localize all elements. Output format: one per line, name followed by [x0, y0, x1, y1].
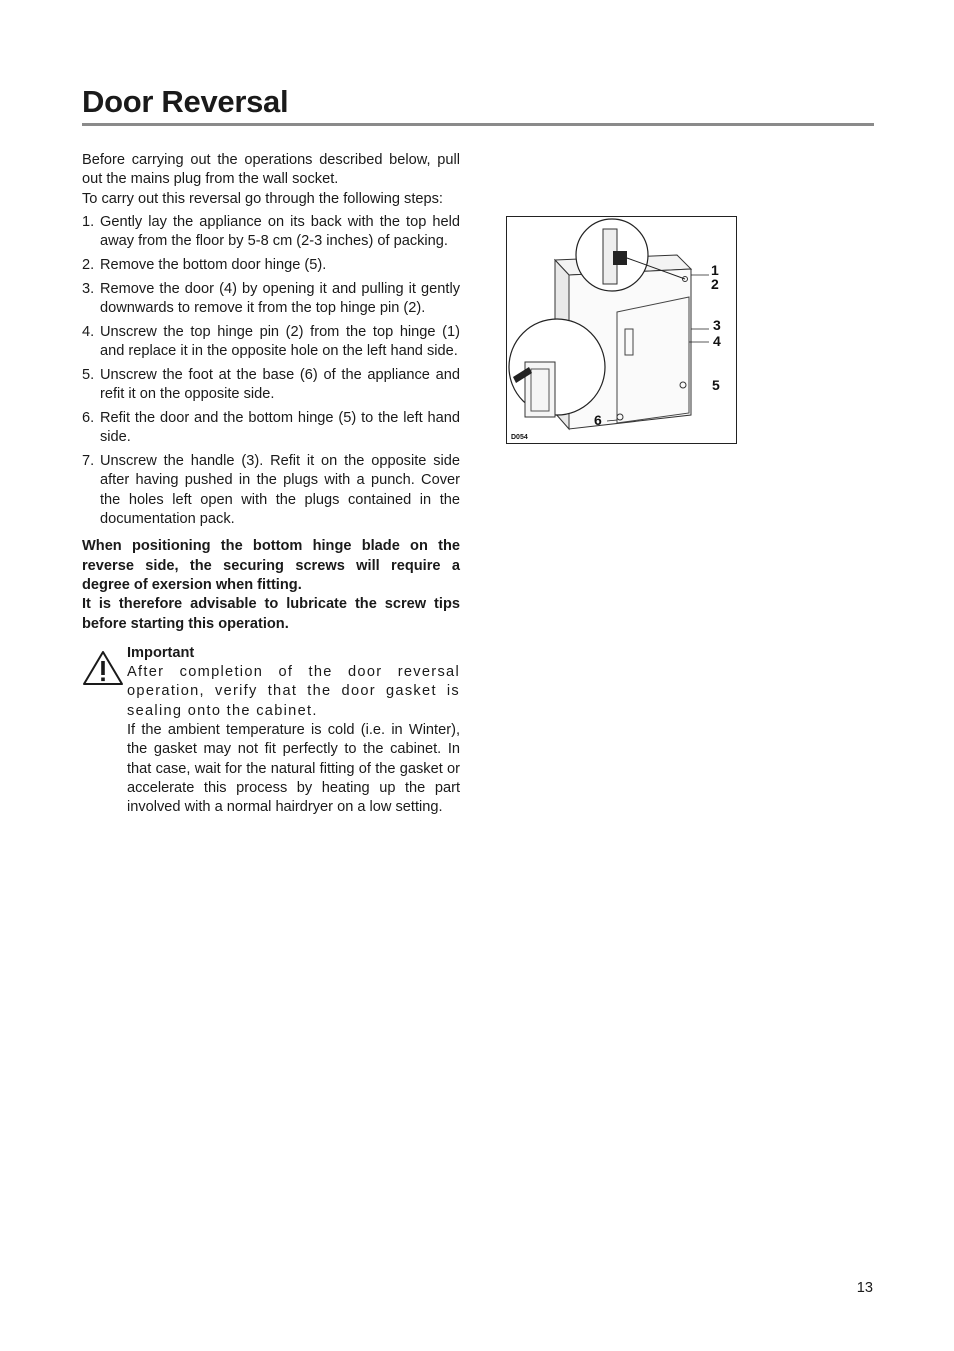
callout-label: 6 [594, 412, 602, 428]
step-text: Gently lay the appliance on its back with the top held away from the floor by 5-8 cm (2-3 inches) of packing. [100, 213, 460, 250]
callout-label: 5 [712, 377, 720, 393]
page-title: Door Reversal [82, 84, 289, 119]
lubrication-note [82, 537, 460, 633]
important-paragraph: If the ambient temperature is cold (i.e. in Winter), the gasket may not fit perfectly to the cabinet. In that case, wait for the natural fitting of the gasket or accelerate this process by heating up the part involved with a normal hairdryer on a low setting. [127, 722, 460, 816]
figure-code: D054 [511, 434, 528, 441]
step-text: Refit the door and the bottom hinge (5) to the left hand side. [100, 410, 460, 446]
step-item [82, 256, 460, 275]
step-number: 3. [82, 280, 95, 297]
appliance-illustration [507, 217, 736, 443]
step-item [82, 213, 460, 252]
callout-label: 2 [711, 276, 719, 292]
step-item [82, 323, 460, 362]
step-number: 1. [82, 213, 95, 230]
callout-label: 3 [713, 317, 721, 333]
step-number: 2. [82, 256, 95, 273]
intro-paragraph: To carry out this reversal go through the following steps: [82, 190, 443, 207]
step-number: 7. [82, 453, 95, 470]
step-item [82, 452, 460, 529]
step-number: 5. [82, 366, 95, 383]
step-item [82, 366, 460, 405]
title-divider [82, 123, 874, 126]
callout-label: 1 [711, 262, 719, 278]
important-notice [82, 644, 460, 818]
step-text: Unscrew the foot at the base (6) of the appliance and refit it on the opposite side. [100, 366, 460, 403]
door-reversal-diagram [506, 216, 737, 444]
step-number: 6. [82, 410, 95, 427]
important-heading: Important [127, 644, 195, 661]
step-text: Unscrew the top hinge pin (2) from the top hinge (1) and replace it in the opposite hole on the left hand side. [100, 323, 460, 360]
bold-note-line: When positioning the bottom hinge blade on the reverse side, the securing screws will require a degree of exersion when fitting. [82, 538, 460, 593]
step-text: Remove the bottom door hinge (5). [100, 256, 327, 273]
step-item [82, 280, 460, 319]
intro-paragraph: Before carrying out the operations described below, pull out the mains plug from the wall socket. [82, 152, 460, 188]
bold-note-line: It is therefore advisable to lubricate the screw tips before starting this operation. [82, 596, 460, 632]
step-number: 4. [82, 323, 95, 340]
step-text: Remove the door (4) by opening it and pulling it gently downwards to remove it from the top hinge pin (2). [100, 280, 460, 317]
step-text: Unscrew the handle (3). Refit it on the opposite side after having pushed in the plugs with a punch. Cover the holes left open with the plugs contained in the documentation pack. [100, 453, 460, 528]
warning-triangle-icon [82, 650, 124, 686]
callout-label: 4 [713, 333, 721, 349]
steps-list [82, 213, 460, 529]
important-paragraph: After completion of the door reversal operation, verify that the door gasket is sealing onto the cabinet. [127, 664, 460, 719]
page-number: 13 [856, 1280, 873, 1296]
step-item [82, 409, 460, 448]
instructions-column [82, 151, 460, 818]
